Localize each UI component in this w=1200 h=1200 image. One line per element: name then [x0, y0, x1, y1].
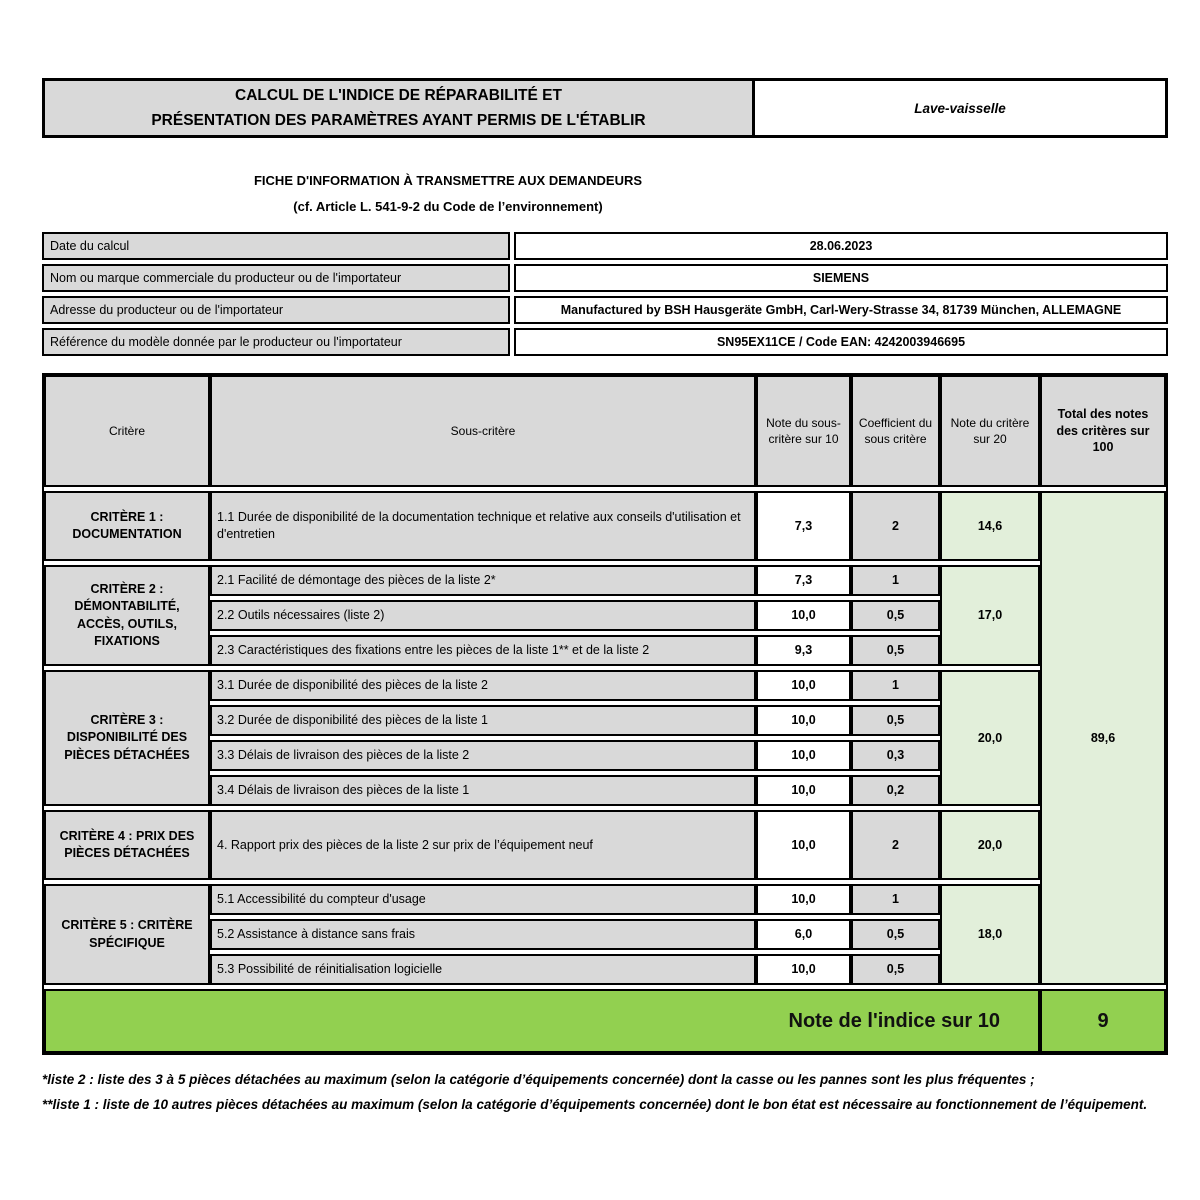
info-label-reference: Référence du modèle donnée par le producteur ou l'importateur [42, 328, 510, 356]
subcriterion-5-2-coef: 0,5 [851, 919, 940, 950]
subcriterion-4-note: 10,0 [756, 810, 851, 880]
total-score-cell: 89,6 [1040, 491, 1166, 985]
subcriterion-3-2-label: 3.2 Durée de disponibilité des pièces de la liste 1 [210, 705, 756, 736]
criterion-3-label: CRITÈRE 3 : DISPONIBILITÉ DES PIÈCES DÉTACHÉES [44, 670, 210, 806]
product-category: Lave-vaisselle [755, 81, 1165, 135]
info-label-address: Adresse du producteur ou de l'importateur [42, 296, 510, 324]
subcriterion-3-2-coef: 0,5 [851, 705, 940, 736]
subheader-line2: (cf. Article L. 541-9-2 du Code de l’environnement) [293, 199, 603, 214]
subcriterion-3-4-note: 10,0 [756, 775, 851, 806]
subcriterion-2-1-note: 7,3 [756, 565, 851, 596]
subcriterion-2-3-label: 2.3 Caractéristiques des fixations entre les pièces de la liste 1** et de la liste 2 [210, 635, 756, 666]
criterion-5-label: CRITÈRE 5 : CRITÈRE SPÉCIFIQUE [44, 884, 210, 985]
subheader [42, 168, 854, 220]
subcriterion-2-2-note: 10,0 [756, 600, 851, 631]
criterion-4-label: CRITÈRE 4 : PRIX DES PIÈCES DÉTACHÉES [44, 810, 210, 880]
subcriterion-2-2-label: 2.2 Outils nécessaires (liste 2) [210, 600, 756, 631]
subcriterion-3-3-coef: 0,3 [851, 740, 940, 771]
info-value-date: 28.06.2023 [514, 232, 1168, 260]
subcriterion-2-3-coef: 0,5 [851, 635, 940, 666]
subcriterion-5-2-label: 5.2 Assistance à distance sans frais [210, 919, 756, 950]
footnotes [42, 1067, 1168, 1117]
document-title [45, 81, 755, 135]
subcriterion-5-1-label: 5.1 Accessibilité du compteur d'usage [210, 884, 756, 915]
footnote-liste-2: *liste 2 : liste des 3 à 5 pièces détachées au maximum (selon la catégorie d’équipements concernée) dont la casse ou les pannes sont les plus fréquentes ; [42, 1072, 1035, 1087]
criterion-2-label: CRITÈRE 2 : DÉMONTABILITÉ, ACCÈS, OUTILS, FIXATIONS [44, 565, 210, 666]
info-label-date: Date du calcul [42, 232, 510, 260]
subcriterion-5-2-note: 6,0 [756, 919, 851, 950]
info-value-brand: SIEMENS [514, 264, 1168, 292]
footnote-liste-1: **liste 1 : liste de 10 autres pièces détachées au maximum (selon la catégorie d’équipements concernée) dont le bon état est nécessaire au fonctionnement de l’équipement. [42, 1097, 1148, 1112]
col-header-critere: Critère [44, 375, 210, 487]
subcriterion-3-1-coef: 1 [851, 670, 940, 701]
subcriterion-3-1-note: 10,0 [756, 670, 851, 701]
subcriterion-5-3-coef: 0,5 [851, 954, 940, 985]
subcriterion-1-1-label: 1.1 Durée de disponibilité de la documentation technique et relative aux conseils d'utilisation et d'entretien [210, 491, 756, 561]
subcriterion-2-3-note: 9,3 [756, 635, 851, 666]
subcriterion-2-2-coef: 0,5 [851, 600, 940, 631]
subcriterion-2-1-label: 2.1 Facilité de démontage des pièces de la liste 2* [210, 565, 756, 596]
product-info-table [42, 232, 1168, 356]
col-header-coefficient: Coefficient du sous critère [851, 375, 940, 487]
subcriterion-2-1-coef: 1 [851, 565, 940, 596]
subcriterion-4-label: 4. Rapport prix des pièces de la liste 2 sur prix de l’équipement neuf [210, 810, 756, 880]
subcriterion-3-4-coef: 0,2 [851, 775, 940, 806]
criterion-2-score: 17,0 [940, 565, 1040, 666]
subcriterion-1-1-coef: 2 [851, 491, 940, 561]
subcriterion-3-2-note: 10,0 [756, 705, 851, 736]
subcriterion-5-3-note: 10,0 [756, 954, 851, 985]
info-value-address: Manufactured by BSH Hausgeräte GmbH, Carl-Wery-Strasse 34, 81739 München, ALLEMAGNE [514, 296, 1168, 324]
subcriterion-5-1-note: 10,0 [756, 884, 851, 915]
subcriterion-4-coef: 2 [851, 810, 940, 880]
criterion-1-score: 14,6 [940, 491, 1040, 561]
criterion-1-label: CRITÈRE 1 : DOCUMENTATION [44, 491, 210, 561]
subheader-line1: FICHE D'INFORMATION À TRANSMETTRE AUX DEMANDEURS [253, 173, 643, 188]
subcriterion-3-1-label: 3.1 Durée de disponibilité des pièces de la liste 2 [210, 670, 756, 701]
col-header-total: Total des notes des critères sur 100 [1040, 375, 1166, 487]
subcriterion-5-3-label: 5.3 Possibilité de réinitialisation logicielle [210, 954, 756, 985]
info-value-reference: SN95EX11CE / Code EAN: 4242003946695 [514, 328, 1168, 356]
index-score-label: Note de l'indice sur 10 [44, 989, 1040, 1053]
subcriterion-1-1-note: 7,3 [756, 491, 851, 561]
info-label-brand: Nom ou marque commerciale du producteur ou de l'importateur [42, 264, 510, 292]
document-title-line2: PRÉSENTATION DES PARAMÈTRES AYANT PERMIS DE L'ÉTABLIR [151, 112, 646, 129]
criteria-table [42, 373, 1168, 1055]
col-header-note-sous: Note du sous-critère sur 10 [756, 375, 851, 487]
col-header-note-20: Note du critère sur 20 [940, 375, 1040, 487]
col-header-sous-critere: Sous-critère [210, 375, 756, 487]
subcriterion-3-4-label: 3.4 Délais de livraison des pièces de la liste 1 [210, 775, 756, 806]
index-score-value: 9 [1040, 989, 1166, 1053]
title-bar [42, 78, 1168, 138]
criterion-3-score: 20,0 [940, 670, 1040, 806]
criterion-5-score: 18,0 [940, 884, 1040, 985]
subcriterion-3-3-note: 10,0 [756, 740, 851, 771]
subcriterion-3-3-label: 3.3 Délais de livraison des pièces de la liste 2 [210, 740, 756, 771]
document-title-line1: CALCUL DE L'INDICE DE RÉPARABILITÉ ET [235, 87, 562, 104]
subcriterion-5-1-coef: 1 [851, 884, 940, 915]
criterion-4-score: 20,0 [940, 810, 1040, 880]
